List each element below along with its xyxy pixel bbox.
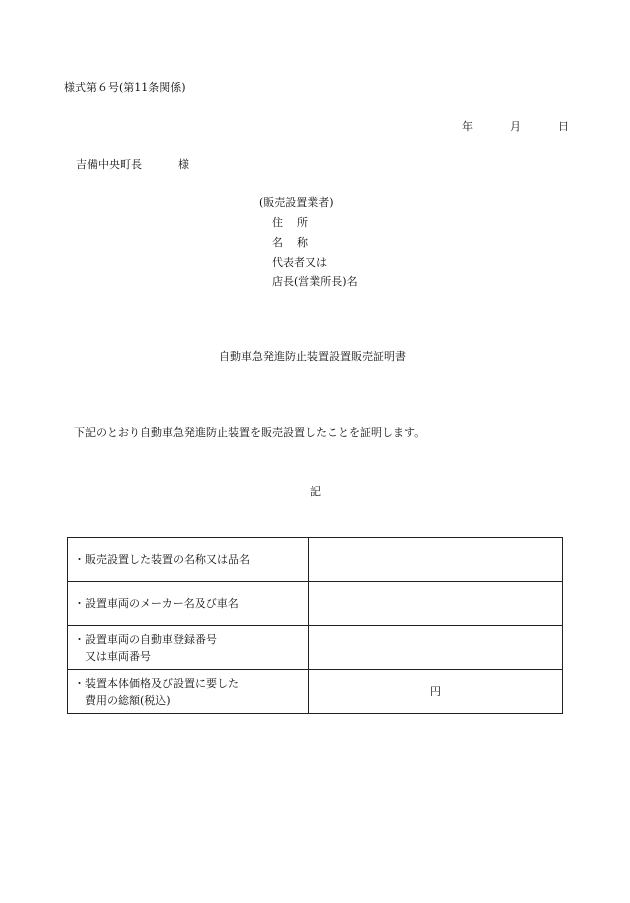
seller-heading: (販売設置業者) xyxy=(259,196,334,209)
row-value-total-cost[interactable] xyxy=(309,670,563,714)
row-label-registration-number xyxy=(68,626,309,670)
row-label-device-name xyxy=(68,538,309,582)
addressee-name: 吉備中央町長 xyxy=(76,158,142,171)
table-row xyxy=(68,582,563,626)
certification-statement: 下記のとおり自動車急発進防止装置を販売設置したことを証明します。 xyxy=(74,426,426,439)
row-label-text: ・販売設置した装置の名称又は品名 xyxy=(74,553,250,566)
row-value-registration-number[interactable] xyxy=(309,626,563,670)
addressee-honorific: 様 xyxy=(178,158,189,171)
seller-representative-label: 代表者又は xyxy=(272,256,327,269)
document-title: 自動車急発進防止装置設置販売証明書 xyxy=(219,350,406,363)
row-label-text: ・設置車両のメーカー名及び車名 xyxy=(74,597,239,610)
date-day-label: 日 xyxy=(558,120,569,133)
ki-label: 記 xyxy=(310,485,321,498)
row-value-vehicle-maker[interactable] xyxy=(309,582,563,626)
row-value-device-name[interactable] xyxy=(309,538,563,582)
row-label-total-cost xyxy=(68,670,309,714)
form-number: 様式第６号(第11条関係) xyxy=(64,81,186,94)
date-year-label: 年 xyxy=(462,120,473,133)
row-label-text: ・装置本体価格及び設置に要した xyxy=(74,676,239,690)
row-label-text-continued: 費用の総額(税込) xyxy=(85,693,171,707)
table-row xyxy=(68,538,563,582)
seller-address-label: 住所 xyxy=(272,216,322,229)
row-label-text: ・設置車両の自動車登録番号 xyxy=(74,632,217,646)
date-month-label: 月 xyxy=(510,120,521,133)
table-row xyxy=(68,670,563,714)
seller-name-label: 名称 xyxy=(272,236,322,249)
row-label-text-continued: 又は車両番号 xyxy=(85,649,151,663)
seller-store-manager-label: 店長(営業所長)名 xyxy=(272,275,358,288)
detail-table xyxy=(67,537,563,714)
yen-unit-label: 円 xyxy=(430,685,441,698)
row-label-vehicle-maker xyxy=(68,582,309,626)
table-row xyxy=(68,626,563,670)
